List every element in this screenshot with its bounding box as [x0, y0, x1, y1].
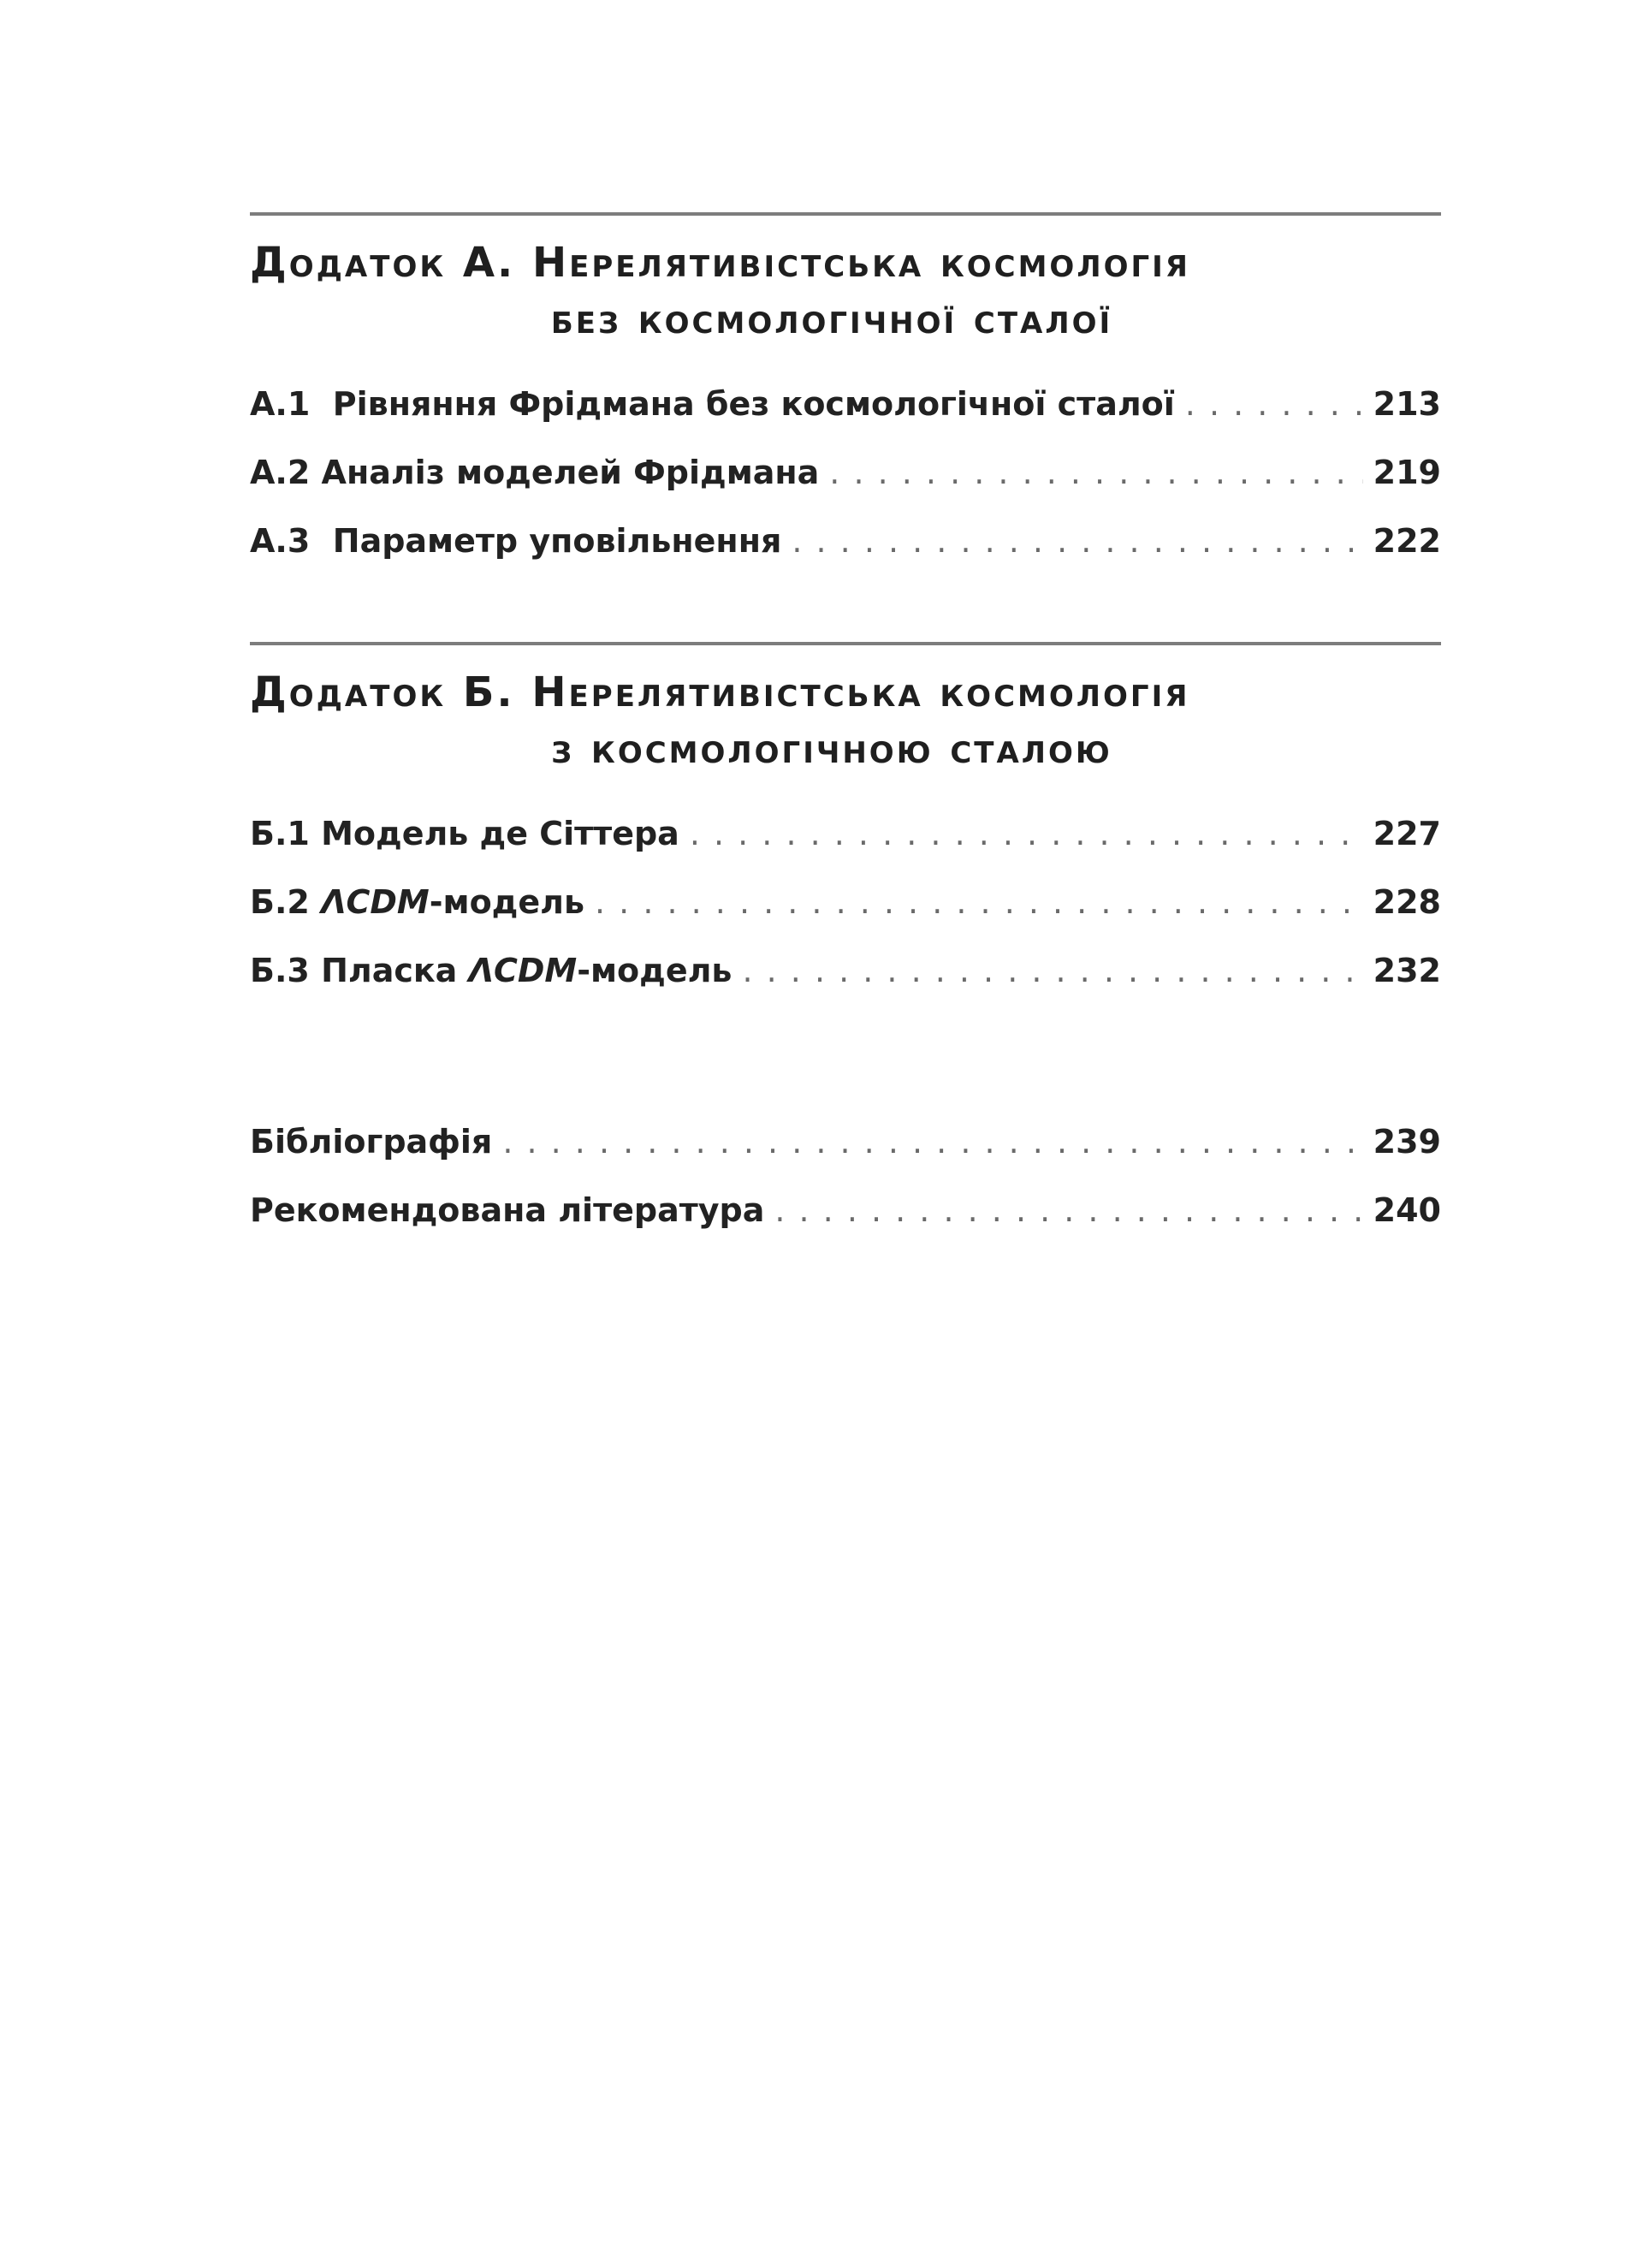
toc-entry-page: 213	[1373, 385, 1441, 423]
toc-entry-page: 232	[1373, 952, 1441, 989]
dot-leader	[792, 522, 1362, 560]
dot-leader	[1185, 385, 1363, 423]
dot-leader	[690, 815, 1363, 852]
toc-entry-title: Бібліографія	[250, 1123, 493, 1161]
toc-entry-label	[250, 952, 732, 989]
toc-entry-title-suffix: -модель	[429, 883, 584, 921]
appendix-b-heading	[250, 664, 1441, 777]
appendix-a-heading-line2: без космологічної сталої	[550, 295, 1113, 343]
dot-leader	[595, 883, 1363, 921]
toc-entry-label	[250, 815, 679, 852]
toc-entry-bibliography[interactable]	[250, 1123, 1441, 1191]
toc-entry-number: Б.2	[250, 883, 310, 921]
toc-entry-title-prefix: Пласка	[321, 952, 469, 989]
toc-entry-label	[250, 883, 584, 921]
lambda-cdm-term: ΛCDM	[468, 952, 578, 989]
toc-entry-title: Рекомендована література	[250, 1191, 765, 1229]
toc-entry-number: А.3	[250, 522, 311, 560]
toc-entry-number: Б.3	[250, 952, 310, 989]
toc-entry-title: Параметр уповільнення	[332, 522, 782, 560]
toc-entry[interactable]	[250, 522, 1441, 591]
appendix-b-entries	[250, 815, 1441, 1020]
toc-entry-number: Б.1	[250, 815, 310, 852]
toc-entry-title-suffix: -модель	[577, 952, 733, 989]
toc-entry-number: А.1	[250, 385, 311, 423]
table-of-contents	[250, 212, 1441, 1260]
toc-entry[interactable]	[250, 883, 1441, 952]
toc-entry-label	[250, 522, 781, 560]
lambda-cdm-term: ΛCDM	[321, 883, 430, 921]
appendix-a-heading	[250, 235, 1441, 347]
back-matter-entries	[250, 1123, 1441, 1260]
toc-entry-page: 227	[1373, 815, 1441, 852]
toc-entry-recommended-literature[interactable]	[250, 1191, 1441, 1260]
toc-entry-page: 228	[1373, 883, 1441, 921]
toc-entry[interactable]	[250, 815, 1441, 883]
toc-entry-page: 219	[1373, 454, 1441, 491]
toc-entry-label	[250, 454, 819, 491]
toc-entry-label	[250, 385, 1175, 423]
appendix-b-heading-line1: Додаток Б. Нерелятивістська космологія	[250, 668, 1190, 716]
toc-entry[interactable]	[250, 385, 1441, 454]
toc-entry-page: 222	[1373, 522, 1441, 560]
dot-leader	[742, 952, 1362, 989]
appendix-a-entries	[250, 385, 1441, 591]
section-divider	[250, 212, 1441, 216]
toc-entry-title: Рівняння Фрідмана без космологічної сталої	[332, 385, 1175, 423]
section-divider	[250, 642, 1441, 645]
toc-entry[interactable]	[250, 952, 1441, 1020]
dot-leader	[829, 454, 1362, 491]
dot-leader	[502, 1123, 1362, 1161]
toc-entry-page: 239	[1373, 1123, 1441, 1161]
toc-entry-number: А.2	[250, 454, 311, 491]
dot-leader	[774, 1191, 1362, 1229]
toc-entry-page: 240	[1373, 1191, 1441, 1229]
appendix-a-heading-line1: Додаток А. Нерелятивістська космологія	[250, 239, 1190, 287]
toc-entry-title: Модель де Сіттера	[321, 815, 679, 852]
appendix-b-heading-line2: з космологічною сталою	[551, 725, 1112, 773]
toc-entry[interactable]	[250, 454, 1441, 522]
toc-entry-title: Аналіз моделей Фрідмана	[321, 454, 820, 491]
